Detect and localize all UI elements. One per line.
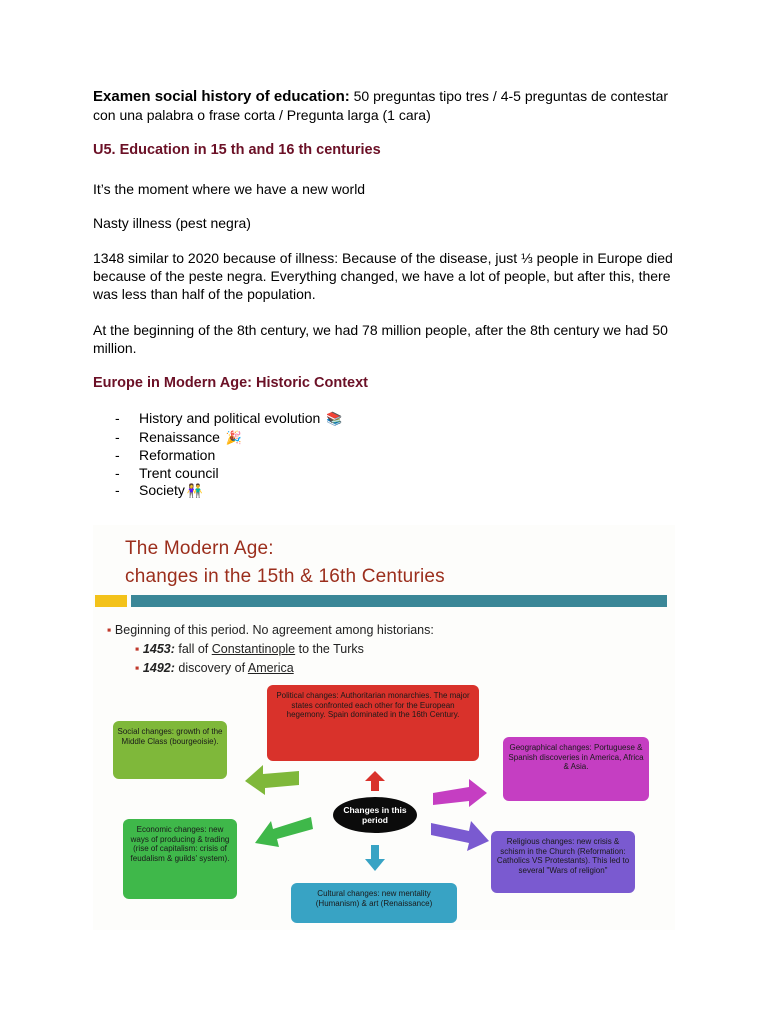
slide-accent-bar	[95, 595, 127, 607]
slide-title-line1: The Modern Age:	[125, 538, 274, 559]
slide-sub-bullet-1492: ▪ 1492: discovery of America	[135, 661, 294, 675]
slide-sub-bullet-1453: ▪ 1453: fall of Constantinople to the Turks	[135, 642, 364, 656]
arrow-up-icon	[363, 769, 387, 793]
list-item: - History and political evolution 📚	[115, 410, 343, 427]
arrow-down-right-icon	[429, 819, 491, 853]
exam-intro	[93, 87, 683, 124]
social-changes-box: Social changes: growth of the Middle Class (bourgeoisie).	[113, 721, 227, 779]
party-popper-icon: 🎉	[225, 430, 243, 446]
modern-age-slide	[93, 525, 675, 930]
exam-title: Examen social history of education:	[93, 88, 350, 105]
section-heading-europe: Europe in Modern Age: Historic Context	[93, 375, 368, 391]
books-icon: 📚	[326, 412, 343, 427]
couple-icon: 👫	[186, 484, 204, 500]
arrow-down-left-icon	[253, 815, 315, 849]
slide-bullet-main: ▪ Beginning of this period. No agreement among historians:	[107, 623, 434, 637]
list-item: - Society 👫	[115, 482, 204, 500]
list-item: - Renaissance 🎉	[115, 428, 243, 446]
section-heading-u5: U5. Education in 15 th and 16 th centuries	[93, 142, 381, 158]
arrow-left-icon	[243, 761, 301, 795]
exam-description: 50 preguntas tipo tres / 4-5 preguntas de contestar con una palabra o frase corta / Pregunta larga (1 cara)	[93, 88, 669, 123]
list-item: - Trent council	[115, 464, 219, 481]
paragraph-illness: Nasty illness (pest negra)	[93, 215, 251, 231]
paragraph-population: At the beginning of the 8th century, we had 78 million people, after the 8th century we had 50 million.	[93, 322, 668, 356]
religious-changes-box: Religious changes: new crisis & schism in the Church (Reformation: Catholics VS Protestants). This led to several "Wars of religion"	[491, 831, 635, 893]
slide-divider-bar	[131, 595, 667, 607]
cultural-changes-box: Cultural changes: new mentality (Humanism) & art (Renaissance)	[291, 883, 457, 923]
changes-center-oval: Changes in this period	[333, 797, 417, 833]
paragraph-1348: 1348 similar to 2020 because of illness: Because of the disease, just ⅓ people in Europe died because of the peste negra. Everything changed, we have a lot of people, but after this, there was less than half of the population.	[93, 250, 673, 302]
geographical-changes-box: Geographical changes: Portuguese & Spanish discoveries in America, Africa & Asia.	[503, 737, 649, 801]
economic-changes-box: Economic changes: new ways of producing & trading (rise of capitalism: crisis of feudalism & guilds' system).	[123, 819, 237, 899]
arrow-right-icon	[431, 779, 489, 809]
context-list	[115, 410, 342, 501]
paragraph-new-world: It’s the moment where we have a new world	[93, 181, 366, 197]
list-item: - Reformation	[115, 447, 216, 464]
arrow-down-icon	[363, 843, 387, 873]
slide-title-line2: changes in the 15th & 16th Centuries	[125, 566, 445, 587]
political-changes-box: Political changes: Authoritarian monarchies. The major states confronted each other for the European hegemony. Spain dominated in the 16th Century.	[267, 685, 479, 761]
